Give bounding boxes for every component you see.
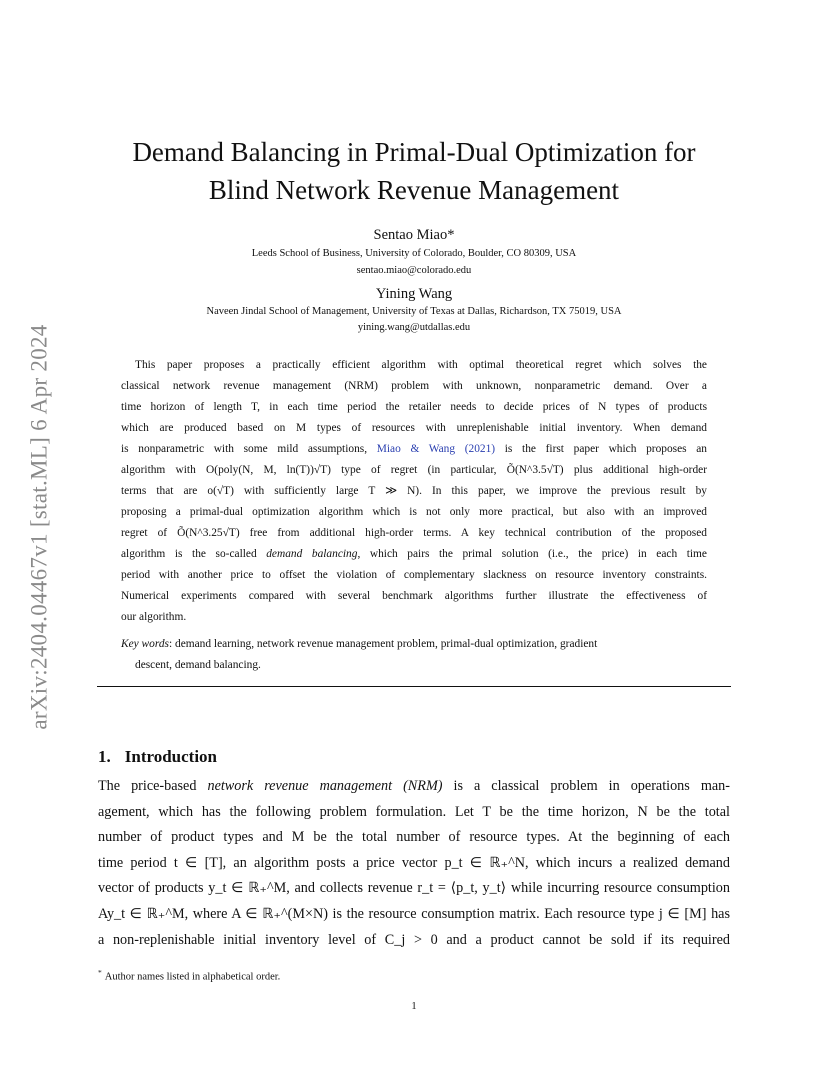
keywords-label: Key words <box>121 638 169 650</box>
intro-emphasis: network revenue management (NRM) <box>207 778 443 794</box>
keywords-line-2: descent, demand balancing. <box>135 659 261 671</box>
abstract-fragment: is nonparametric with some mild assumptions, <box>121 443 368 455</box>
keywords <box>121 634 707 676</box>
paper-title <box>60 133 768 209</box>
intro-paragraph <box>98 774 730 953</box>
title-line-1: Demand Balancing in Primal-Dual Optimization for <box>132 137 696 167</box>
author-email-2[interactable]: yining.wang@utdallas.edu <box>357 322 471 333</box>
author-affiliation-1: Leeds School of Business, University of Colorado, Boulder, CO 80309, USA <box>251 248 577 259</box>
abstract <box>121 355 707 628</box>
abstract-fragment: algorithm is the so-called <box>121 548 257 560</box>
section-heading <box>98 747 217 767</box>
abstract-line: our algorithm. <box>121 611 187 623</box>
author-name-2: Yining Wang <box>375 286 453 302</box>
abstract-line: regret of Õ(N^3.25√T) free from additional high-order terms. A key technical contribution of the proposed <box>121 527 707 539</box>
abstract-line: proposing a primal-dual optimization algorithm which is not only more practical, but also with an improved <box>121 506 707 518</box>
intro-line: vector of products y_t ∈ ℝ₊^M, and collects revenue r_t = ⟨p_t, y_t⟩ while incurring resource consumption <box>98 880 730 897</box>
intro-line: a non-replenishable initial inventory level of C_j > 0 and a product cannot be sold if its required <box>98 931 730 948</box>
intro-line: time period t ∈ [T], an algorithm posts a price vector p_t ∈ ℝ₊^N, which incurs a realized demand <box>98 854 730 871</box>
author-name-1: Sentao Miao* <box>373 227 455 243</box>
abstract-line: algorithm with O(poly(N, M, ln(T))√T) type of regret (in particular, Õ(N^3.5√T) plus additional high-order <box>121 464 707 476</box>
intro-line <box>98 774 730 800</box>
citation-link[interactable]: Miao & Wang (2021) <box>376 443 496 455</box>
abstract-line: classical network revenue management (NRM) problem with unknown, nonparametric demand. Over a <box>121 380 707 392</box>
abstract-line <box>121 544 707 565</box>
footnote-text: Author names listed in alphabetical order. <box>104 971 281 983</box>
keywords-line-1: Key words: demand learning, network revenue management problem, primal-dual optimization, gradient <box>121 638 598 650</box>
abstract-line <box>121 439 707 460</box>
arxiv-stamp-text: arXiv:2404.04467v1 [stat.ML] 6 Apr 2024 <box>27 324 52 730</box>
author-email-1[interactable]: sentao.miao@colorado.edu <box>356 265 472 276</box>
abstract-line: terms that are o(√T) with sufficiently large T ≫ N). In this paper, we improve the previous result by <box>121 485 707 497</box>
abstract-emphasis: demand balancing <box>266 548 358 560</box>
abstract-line: time horizon of length T, in each time period the retailer needs to decide prices of N types of products <box>121 401 707 413</box>
abstract-line: This paper proposes a practically efficient algorithm with optimal theoretical regret which solves the <box>135 359 707 371</box>
intro-line: agement, which has the following problem formulation. Let T be the time horizon, N be the total <box>98 803 730 820</box>
intro-fragment: The price-based <box>98 778 197 794</box>
abstract-line: Numerical experiments compared with several benchmark algorithms further illustrate the effectiveness of <box>121 590 707 602</box>
section-number: 1. <box>98 747 111 766</box>
intro-line: number of product types and M be the total number of resource types. At the beginning of each <box>98 829 730 846</box>
abstract-line: which are produced based on M types of resources with unreplenishable initial inventory. When demand <box>121 422 707 434</box>
section-title: Introduction <box>124 747 218 766</box>
author-affiliation-2: Naveen Jindal School of Management, University of Texas at Dallas, Richardson, TX 75019, USA <box>206 306 622 317</box>
intro-line: Ay_t ∈ ℝ₊^M, where A ∈ ℝ₊^(M×N) is the resource consumption matrix. Each resource type j ∈ [M] has <box>98 905 730 922</box>
abstract-fragment: , which pairs the primal solution (i.e., the price) in each time <box>357 548 707 560</box>
title-line-2: Blind Network Revenue Management <box>208 175 620 205</box>
abstract-fragment: is the first paper which proposes an <box>504 443 707 455</box>
page-number: 1 <box>411 1001 417 1012</box>
footnote-mark: * <box>98 968 102 977</box>
arxiv-stamp <box>20 288 60 766</box>
section-divider <box>97 686 731 687</box>
keywords-text-1: demand learning, network revenue management problem, primal-dual optimization, gradient <box>175 638 598 650</box>
intro-fragment: is a classical problem in operations man- <box>453 778 730 794</box>
footnote <box>98 968 280 983</box>
abstract-line: period with another price to offset the violation of complementary slackness on resource inventory constraints. <box>121 569 707 581</box>
